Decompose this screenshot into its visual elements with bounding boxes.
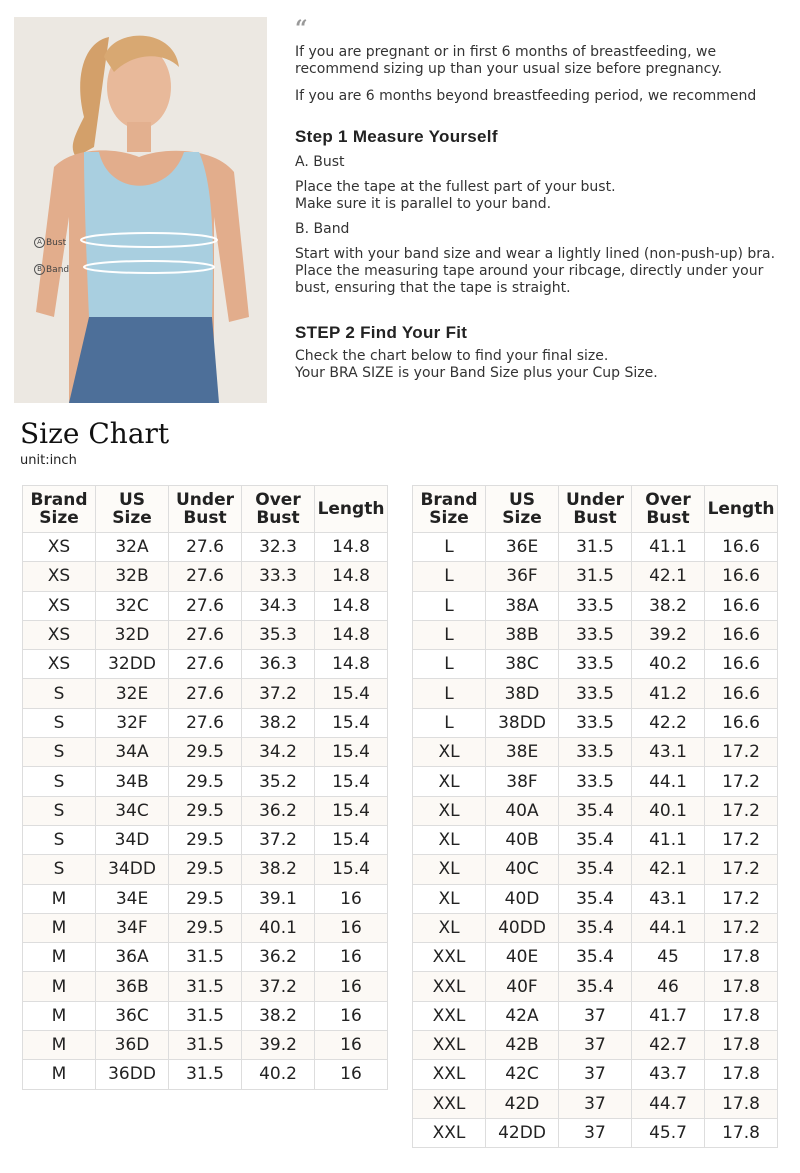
- table-cell: 36F: [486, 562, 559, 591]
- table-cell: 32DD: [96, 650, 169, 679]
- table-cell: 41.7: [632, 1001, 705, 1030]
- table-cell: XXL: [413, 1089, 486, 1118]
- table-cell: 39.1: [242, 884, 315, 913]
- table-cell: 16: [315, 1001, 388, 1030]
- size-chart-title: Size Chart: [20, 417, 170, 450]
- table-cell: 16: [315, 972, 388, 1001]
- table-row: [413, 972, 778, 1001]
- bust-label: A. Bust: [295, 154, 345, 170]
- step2-text-2: Your BRA SIZE is your Band Size plus your Cup Size.: [295, 365, 658, 381]
- table-cell: 29.5: [169, 767, 242, 796]
- table-cell: 16: [315, 943, 388, 972]
- column-header-text: Bust: [256, 508, 300, 528]
- table-row: [23, 884, 388, 913]
- table-cell: 27.6: [169, 620, 242, 649]
- table-cell: 31.5: [169, 1031, 242, 1060]
- column-header-text: Length: [707, 499, 775, 519]
- table-cell: 17.8: [705, 1089, 778, 1118]
- table-cell: 14.8: [315, 533, 388, 562]
- bust-text-2: Make sure it is parallel to your band.: [295, 196, 552, 212]
- table-row: [23, 796, 388, 825]
- table-cell: 27.6: [169, 708, 242, 737]
- table-cell: 35.4: [559, 913, 632, 942]
- table-cell: 43.1: [632, 738, 705, 767]
- table-cell: XXL: [413, 972, 486, 1001]
- table-row: [23, 855, 388, 884]
- table-cell: 29.5: [169, 884, 242, 913]
- table-row: [23, 708, 388, 737]
- table-cell: 17.2: [705, 767, 778, 796]
- table-row: [23, 533, 388, 562]
- column-header-text: Bust: [183, 508, 227, 528]
- column-header-text: Size: [502, 508, 542, 528]
- instructions: [295, 18, 795, 382]
- table-cell: 35.2: [242, 767, 315, 796]
- table-cell: 27.6: [169, 533, 242, 562]
- band-marker-label: B Band: [34, 264, 69, 275]
- table-cell: 34DD: [96, 855, 169, 884]
- table-row: [413, 650, 778, 679]
- table-cell: 38.2: [242, 708, 315, 737]
- table-cell: 33.5: [559, 708, 632, 737]
- size-table-left: [22, 485, 388, 1090]
- table-row: [413, 591, 778, 620]
- table-cell: 29.5: [169, 825, 242, 854]
- table-cell: 31.5: [169, 1001, 242, 1030]
- column-header-text: Size: [112, 508, 152, 528]
- column-header-text: Over: [255, 490, 301, 510]
- table-row: [413, 825, 778, 854]
- table-row: [23, 562, 388, 591]
- table-cell: 40D: [486, 884, 559, 913]
- column-header-text: Size: [429, 508, 469, 528]
- table-row: [23, 972, 388, 1001]
- table-cell: 38D: [486, 679, 559, 708]
- table-row: [413, 855, 778, 884]
- table-cell: 42DD: [486, 1118, 559, 1147]
- table-cell: 42C: [486, 1060, 559, 1089]
- table-cell: 35.4: [559, 884, 632, 913]
- table-cell: 33.5: [559, 650, 632, 679]
- band-text: Start with your band size and wear a lightly lined (non-push-up) bra. Place the measuring tape around your ribcage, directly under your bust, ensuring that the tape is straight.: [295, 246, 776, 296]
- table-cell: XXL: [413, 1031, 486, 1060]
- table-cell: 32E: [96, 679, 169, 708]
- table-cell: 34F: [96, 913, 169, 942]
- table-cell: 40.2: [632, 650, 705, 679]
- table-row: [23, 1060, 388, 1089]
- table-cell: 42.1: [632, 562, 705, 591]
- table-cell: 41.1: [632, 533, 705, 562]
- table-row: [23, 591, 388, 620]
- table-cell: 15.4: [315, 767, 388, 796]
- table-cell: 40E: [486, 943, 559, 972]
- table-cell: 14.8: [315, 620, 388, 649]
- table-cell: 29.5: [169, 913, 242, 942]
- table-cell: 34C: [96, 796, 169, 825]
- table-cell: XXL: [413, 1060, 486, 1089]
- table-row: [23, 738, 388, 767]
- table-cell: L: [413, 533, 486, 562]
- table-cell: 36D: [96, 1031, 169, 1060]
- table-cell: 42.2: [632, 708, 705, 737]
- table-cell: 44.1: [632, 767, 705, 796]
- table-cell: 38A: [486, 591, 559, 620]
- column-header-text: Bust: [573, 508, 617, 528]
- table-cell: 45: [632, 943, 705, 972]
- table-row: [413, 738, 778, 767]
- table-row: [413, 767, 778, 796]
- column-header-text: US: [118, 490, 146, 510]
- table-cell: S: [23, 708, 96, 737]
- column-header: [486, 486, 559, 533]
- table-cell: 31.5: [559, 533, 632, 562]
- table-cell: 40C: [486, 855, 559, 884]
- pregnancy-note: If you are pregnant or in first 6 months of breastfeeding, we recommend sizing up than your usual size before pregnancy.: [295, 44, 723, 77]
- table-cell: 44.7: [632, 1089, 705, 1118]
- table-cell: 17.8: [705, 1118, 778, 1147]
- table-cell: 15.4: [315, 679, 388, 708]
- table-cell: 16.6: [705, 650, 778, 679]
- table-cell: 36.2: [242, 796, 315, 825]
- column-header-text: Under: [566, 490, 624, 510]
- bust-marker-label: A Bust: [34, 237, 66, 248]
- table-row: [413, 620, 778, 649]
- table-cell: 33.5: [559, 679, 632, 708]
- table-cell: 16: [315, 884, 388, 913]
- table-cell: 40F: [486, 972, 559, 1001]
- table-cell: 16: [315, 1031, 388, 1060]
- step1-heading: Step 1 Measure Yourself: [295, 127, 498, 146]
- table-cell: 15.4: [315, 708, 388, 737]
- table-cell: S: [23, 825, 96, 854]
- table-row: [23, 767, 388, 796]
- table-cell: 17.8: [705, 972, 778, 1001]
- table-cell: 17.8: [705, 1001, 778, 1030]
- table-cell: 40.2: [242, 1060, 315, 1089]
- table-cell: XL: [413, 884, 486, 913]
- table-cell: 17.2: [705, 855, 778, 884]
- table-cell: L: [413, 591, 486, 620]
- table-cell: 40.1: [242, 913, 315, 942]
- column-header: [169, 486, 242, 533]
- table-cell: 32D: [96, 620, 169, 649]
- table-cell: 43.1: [632, 884, 705, 913]
- table-cell: 14.8: [315, 650, 388, 679]
- table-cell: 33.5: [559, 767, 632, 796]
- table-row: [413, 1118, 778, 1147]
- table-cell: S: [23, 679, 96, 708]
- table-cell: 43.7: [632, 1060, 705, 1089]
- table-cell: M: [23, 943, 96, 972]
- table-cell: 33.5: [559, 620, 632, 649]
- table-cell: 36A: [96, 943, 169, 972]
- table-cell: 44.1: [632, 913, 705, 942]
- table-cell: 36C: [96, 1001, 169, 1030]
- table-cell: 38.2: [242, 855, 315, 884]
- table-row: [23, 620, 388, 649]
- table-cell: 35.4: [559, 796, 632, 825]
- table-cell: 16: [315, 913, 388, 942]
- table-cell: 17.8: [705, 943, 778, 972]
- table-row: [413, 679, 778, 708]
- table-cell: 42B: [486, 1031, 559, 1060]
- model-photo: [14, 17, 267, 403]
- column-header-text: Under: [176, 490, 234, 510]
- column-header: [413, 486, 486, 533]
- column-header: [705, 486, 778, 533]
- quote-icon: “: [295, 16, 308, 42]
- table-cell: 35.4: [559, 855, 632, 884]
- table-cell: 34A: [96, 738, 169, 767]
- table-row: [413, 796, 778, 825]
- table-cell: XXL: [413, 1001, 486, 1030]
- table-cell: 15.4: [315, 825, 388, 854]
- column-header: [23, 486, 96, 533]
- unit-label: unit:inch: [20, 453, 77, 468]
- table-cell: 33.5: [559, 738, 632, 767]
- table-cell: 38E: [486, 738, 559, 767]
- table-row: [413, 913, 778, 942]
- table-cell: 37.2: [242, 679, 315, 708]
- table-cell: 32A: [96, 533, 169, 562]
- table-cell: S: [23, 796, 96, 825]
- table-cell: 39.2: [242, 1031, 315, 1060]
- table-cell: 36E: [486, 533, 559, 562]
- table-cell: 17.2: [705, 738, 778, 767]
- table-cell: L: [413, 620, 486, 649]
- table-cell: 42.1: [632, 855, 705, 884]
- table-cell: 15.4: [315, 738, 388, 767]
- table-cell: 34D: [96, 825, 169, 854]
- table-cell: 16.6: [705, 620, 778, 649]
- table-cell: 17.2: [705, 884, 778, 913]
- table-cell: 34B: [96, 767, 169, 796]
- column-header: [315, 486, 388, 533]
- table-cell: S: [23, 855, 96, 884]
- table-cell: 14.8: [315, 591, 388, 620]
- model-illustration: [14, 17, 267, 403]
- column-header: [96, 486, 169, 533]
- table-cell: 27.6: [169, 591, 242, 620]
- column-header: [632, 486, 705, 533]
- table-cell: XL: [413, 738, 486, 767]
- band-label: B. Band: [295, 221, 350, 237]
- table-cell: 40.1: [632, 796, 705, 825]
- table-cell: 36DD: [96, 1060, 169, 1089]
- table-cell: L: [413, 679, 486, 708]
- table-cell: 27.6: [169, 650, 242, 679]
- table-row: [23, 679, 388, 708]
- table-cell: M: [23, 1001, 96, 1030]
- table-cell: S: [23, 738, 96, 767]
- table-cell: 38C: [486, 650, 559, 679]
- table-cell: 16: [315, 1060, 388, 1089]
- table-cell: XS: [23, 620, 96, 649]
- table-cell: 31.5: [169, 1060, 242, 1089]
- table-cell: 35.3: [242, 620, 315, 649]
- table-cell: 29.5: [169, 796, 242, 825]
- postpartum-note: If you are 6 months beyond breastfeeding period, we recommend: [295, 88, 757, 104]
- table-cell: 15.4: [315, 855, 388, 884]
- table-cell: 31.5: [559, 562, 632, 591]
- table-cell: M: [23, 1031, 96, 1060]
- table-cell: 38B: [486, 620, 559, 649]
- table-cell: 37.2: [242, 972, 315, 1001]
- table-cell: 45.7: [632, 1118, 705, 1147]
- step2-text-1: Check the chart below to find your final size.: [295, 348, 609, 364]
- table-row: [413, 943, 778, 972]
- table-cell: 37: [559, 1060, 632, 1089]
- table-cell: 34.2: [242, 738, 315, 767]
- table-row: [23, 1001, 388, 1030]
- column-header-text: US: [508, 490, 536, 510]
- table-row: [413, 1060, 778, 1089]
- column-header-text: Size: [39, 508, 79, 528]
- column-header-text: Length: [317, 499, 385, 519]
- column-header-text: Brand: [30, 490, 88, 510]
- table-cell: 37: [559, 1001, 632, 1030]
- table-cell: M: [23, 972, 96, 1001]
- table-cell: 16.6: [705, 562, 778, 591]
- table-cell: 15.4: [315, 796, 388, 825]
- table-cell: 34E: [96, 884, 169, 913]
- table-cell: 40B: [486, 825, 559, 854]
- table-row: [413, 1031, 778, 1060]
- table-cell: 40A: [486, 796, 559, 825]
- bust-text-1: Place the tape at the fullest part of your bust.: [295, 179, 616, 195]
- table-cell: 42.7: [632, 1031, 705, 1060]
- table-cell: M: [23, 1060, 96, 1089]
- table-cell: 31.5: [169, 972, 242, 1001]
- table-cell: 37: [559, 1118, 632, 1147]
- table-cell: 35.4: [559, 943, 632, 972]
- table-cell: 33.3: [242, 562, 315, 591]
- table-cell: 36B: [96, 972, 169, 1001]
- table-row: [23, 825, 388, 854]
- table-cell: 36.3: [242, 650, 315, 679]
- column-header-text: Over: [645, 490, 691, 510]
- table-cell: XS: [23, 562, 96, 591]
- size-table-right: [412, 485, 778, 1148]
- step2-heading: STEP 2 Find Your Fit: [295, 323, 468, 342]
- table-cell: 42A: [486, 1001, 559, 1030]
- table-row: [23, 943, 388, 972]
- table-cell: 14.8: [315, 562, 388, 591]
- table-cell: 27.6: [169, 679, 242, 708]
- table-cell: 16.6: [705, 679, 778, 708]
- table-cell: 17.2: [705, 825, 778, 854]
- table-row: [23, 650, 388, 679]
- table-row: [23, 913, 388, 942]
- column-header-text: Bust: [646, 508, 690, 528]
- table-cell: L: [413, 708, 486, 737]
- table-cell: 41.2: [632, 679, 705, 708]
- table-cell: 37: [559, 1031, 632, 1060]
- table-cell: 35.4: [559, 972, 632, 1001]
- table-cell: M: [23, 884, 96, 913]
- table-cell: 36.2: [242, 943, 315, 972]
- table-cell: 32F: [96, 708, 169, 737]
- table-cell: 38F: [486, 767, 559, 796]
- table-cell: 33.5: [559, 591, 632, 620]
- table-cell: 16.6: [705, 708, 778, 737]
- table-cell: 32.3: [242, 533, 315, 562]
- table-row: [413, 1089, 778, 1118]
- table-cell: 17.8: [705, 1031, 778, 1060]
- table-row: [413, 884, 778, 913]
- table-cell: 41.1: [632, 825, 705, 854]
- table-cell: M: [23, 913, 96, 942]
- table-row: [413, 708, 778, 737]
- table-cell: 17.2: [705, 796, 778, 825]
- table-row: [413, 562, 778, 591]
- table-cell: XS: [23, 533, 96, 562]
- table-cell: 31.5: [169, 943, 242, 972]
- table-cell: XXL: [413, 1118, 486, 1147]
- table-cell: XS: [23, 650, 96, 679]
- table-cell: 32B: [96, 562, 169, 591]
- table-cell: 16.6: [705, 533, 778, 562]
- table-cell: 37: [559, 1089, 632, 1118]
- table-cell: XL: [413, 796, 486, 825]
- table-cell: S: [23, 767, 96, 796]
- table-cell: XL: [413, 855, 486, 884]
- table-cell: 35.4: [559, 825, 632, 854]
- table-cell: L: [413, 562, 486, 591]
- table-cell: 34.3: [242, 591, 315, 620]
- table-cell: 38.2: [632, 591, 705, 620]
- table-cell: 37.2: [242, 825, 315, 854]
- table-cell: XL: [413, 767, 486, 796]
- table-cell: XL: [413, 825, 486, 854]
- table-cell: 42D: [486, 1089, 559, 1118]
- column-header: [559, 486, 632, 533]
- table-cell: XXL: [413, 943, 486, 972]
- table-cell: 40DD: [486, 913, 559, 942]
- column-header-text: Brand: [420, 490, 478, 510]
- table-cell: XS: [23, 591, 96, 620]
- table-cell: 17.2: [705, 913, 778, 942]
- table-cell: XL: [413, 913, 486, 942]
- table-row: [413, 1001, 778, 1030]
- table-cell: 16.6: [705, 591, 778, 620]
- table-cell: 32C: [96, 591, 169, 620]
- table-cell: 39.2: [632, 620, 705, 649]
- table-cell: 38DD: [486, 708, 559, 737]
- table-cell: 29.5: [169, 738, 242, 767]
- table-cell: 38.2: [242, 1001, 315, 1030]
- column-header: [242, 486, 315, 533]
- table-cell: 29.5: [169, 855, 242, 884]
- table-cell: 17.8: [705, 1060, 778, 1089]
- table-cell: 46: [632, 972, 705, 1001]
- table-cell: 27.6: [169, 562, 242, 591]
- table-row: [413, 533, 778, 562]
- table-cell: L: [413, 650, 486, 679]
- table-row: [23, 1031, 388, 1060]
